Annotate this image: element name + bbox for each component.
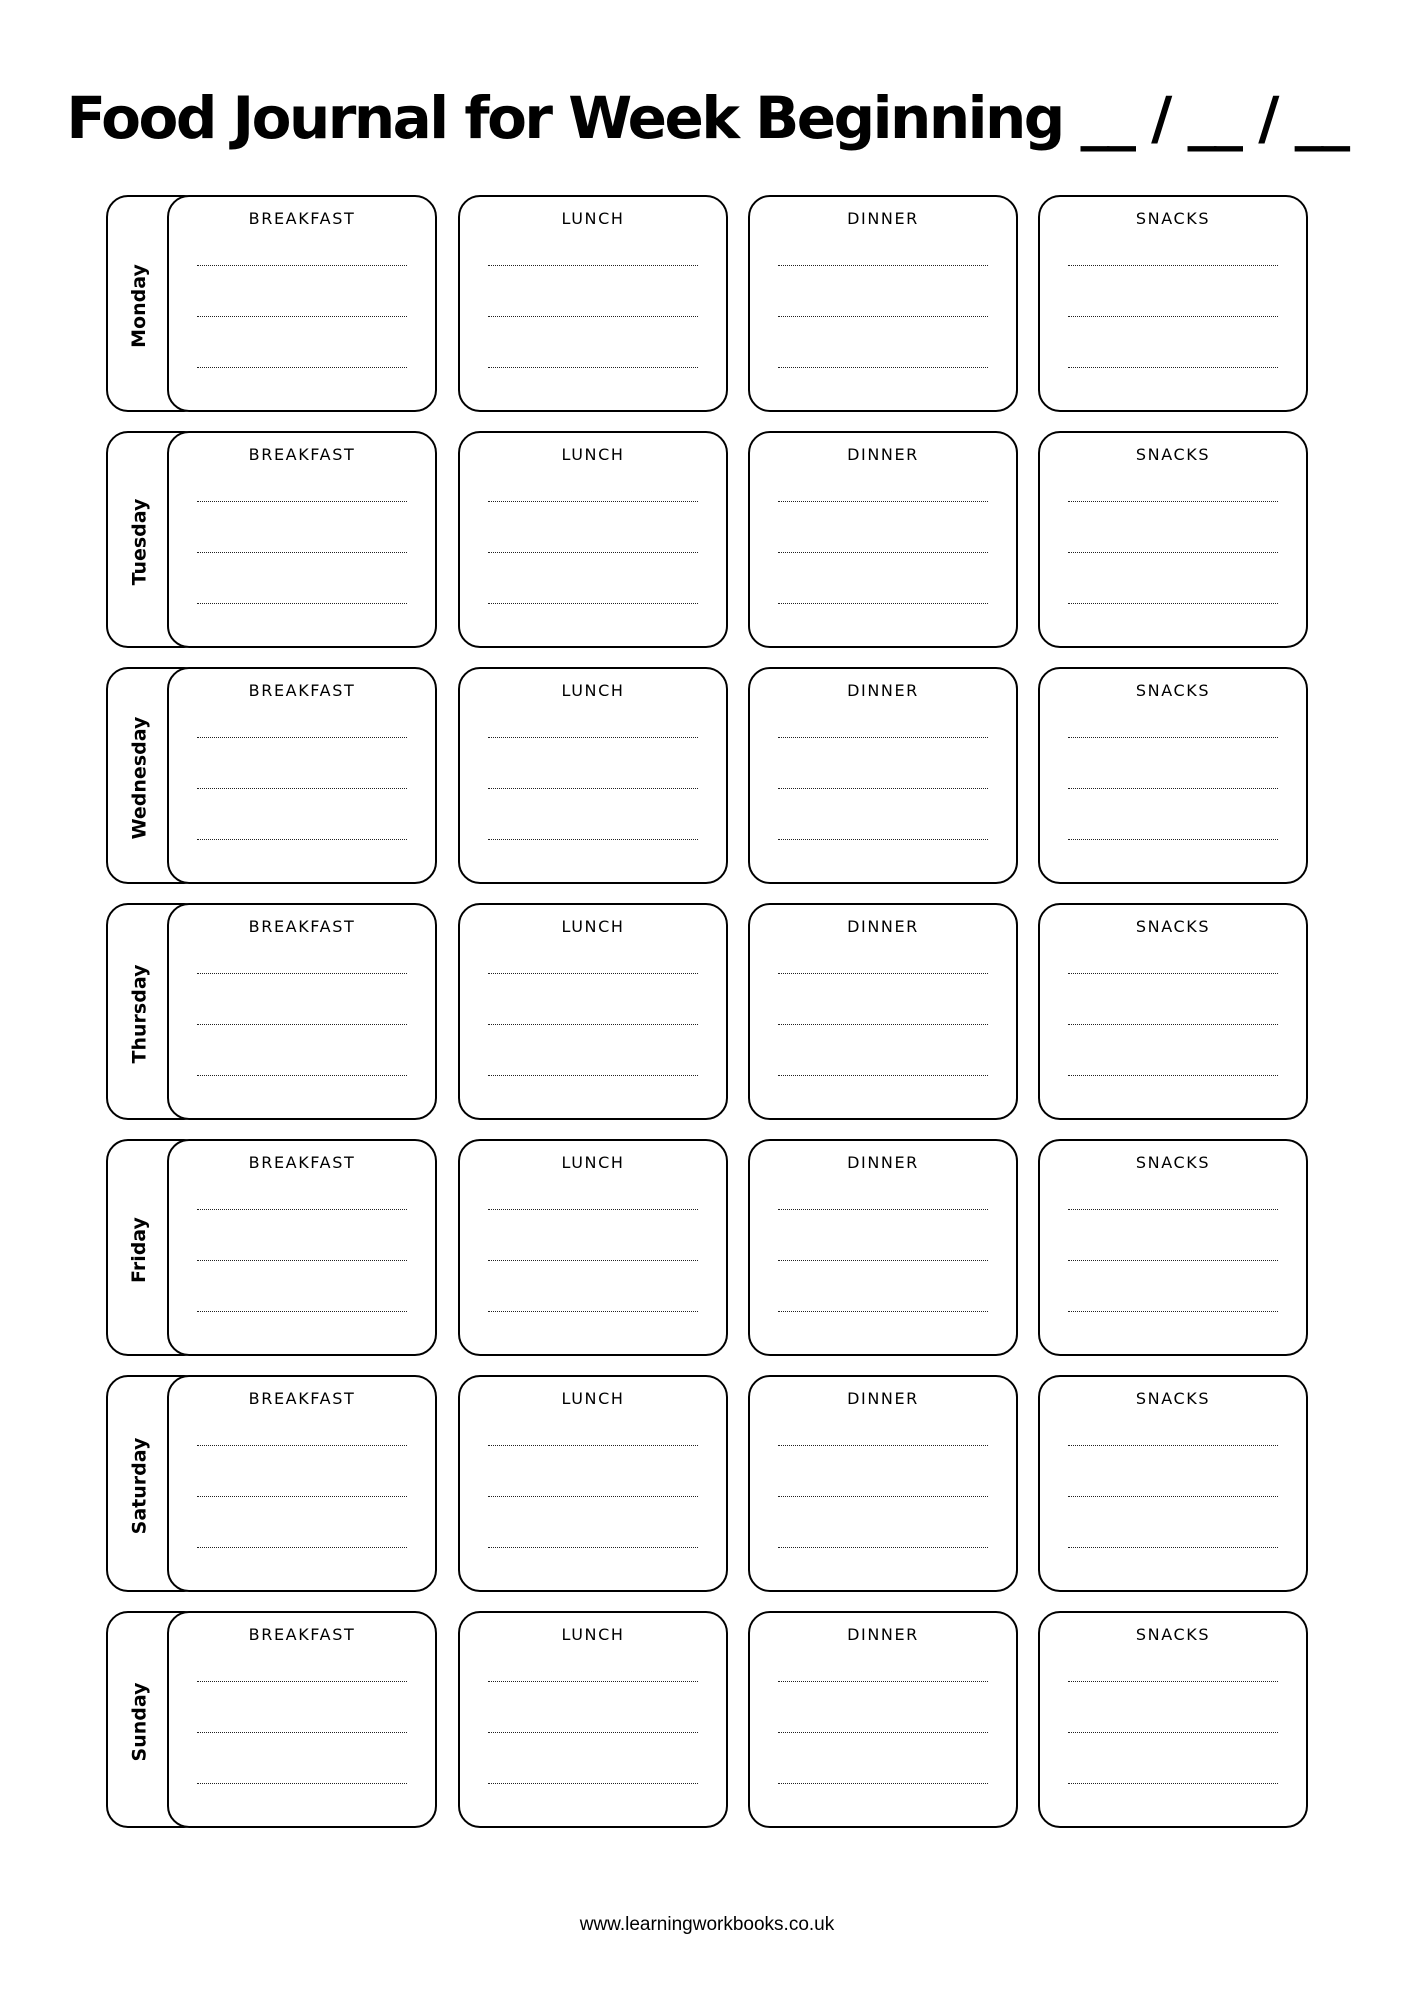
dotted-writing-line-3[interactable]	[197, 603, 407, 604]
meal-box-monday-lunch	[458, 195, 728, 412]
dotted-writing-line-1[interactable]	[197, 265, 407, 266]
dotted-writing-line-1[interactable]	[488, 1209, 698, 1210]
dotted-writing-line-3[interactable]	[197, 1547, 407, 1548]
dotted-writing-line-3[interactable]	[1068, 603, 1278, 604]
dotted-writing-line-2[interactable]	[1068, 316, 1278, 317]
dotted-writing-line-3[interactable]	[778, 1783, 988, 1784]
meal-label: LUNCH	[561, 209, 625, 228]
dotted-writing-line-3[interactable]	[1068, 1547, 1278, 1548]
dotted-writing-line-2[interactable]	[1068, 1260, 1278, 1261]
meal-label: DINNER	[847, 1153, 919, 1172]
dotted-writing-line-1[interactable]	[488, 737, 698, 738]
dotted-writing-line-1[interactable]	[197, 973, 407, 974]
dotted-writing-line-2[interactable]	[488, 1260, 698, 1261]
meal-box-thursday-breakfast	[167, 903, 437, 1120]
dotted-writing-line-3[interactable]	[778, 1075, 988, 1076]
dotted-writing-line-2[interactable]	[1068, 1496, 1278, 1497]
dotted-writing-line-1[interactable]	[778, 265, 988, 266]
day-label: Monday	[128, 263, 150, 348]
meal-box-sunday-breakfast	[167, 1611, 437, 1828]
dotted-writing-line-3[interactable]	[197, 839, 407, 840]
dotted-writing-line-2[interactable]	[197, 1024, 407, 1025]
meal-label: SNACKS	[1135, 1625, 1211, 1644]
dotted-writing-line-2[interactable]	[1068, 1024, 1278, 1025]
meal-label: SNACKS	[1135, 917, 1211, 936]
dotted-writing-line-1[interactable]	[488, 1445, 698, 1446]
meal-label: DINNER	[847, 445, 919, 464]
day-label-container	[108, 669, 170, 886]
meal-box-friday-breakfast	[167, 1139, 437, 1356]
dotted-writing-line-3[interactable]	[197, 1075, 407, 1076]
meal-label: BREAKFAST	[248, 209, 356, 228]
dotted-writing-line-3[interactable]	[1068, 1783, 1278, 1784]
meal-label: DINNER	[847, 681, 919, 700]
dotted-writing-line-3[interactable]	[1068, 1311, 1278, 1312]
dotted-writing-line-3[interactable]	[197, 1783, 407, 1784]
dotted-writing-line-3[interactable]	[488, 603, 698, 604]
meal-box-monday-dinner	[748, 195, 1018, 412]
dotted-writing-line-3[interactable]	[488, 367, 698, 368]
meal-label: LUNCH	[561, 917, 625, 936]
day-label-container	[108, 1141, 170, 1358]
dotted-writing-line-1[interactable]	[778, 737, 988, 738]
dotted-writing-line-3[interactable]	[197, 1311, 407, 1312]
dotted-writing-line-2[interactable]	[488, 552, 698, 553]
day-label-container	[108, 1377, 170, 1594]
dotted-writing-line-2[interactable]	[1068, 1732, 1278, 1733]
meal-box-tuesday-dinner	[748, 431, 1018, 648]
meal-label: DINNER	[847, 917, 919, 936]
dotted-writing-line-3[interactable]	[778, 839, 988, 840]
dotted-writing-line-1[interactable]	[778, 501, 988, 502]
meal-label: LUNCH	[561, 1389, 625, 1408]
meal-label: SNACKS	[1135, 681, 1211, 700]
dotted-writing-line-2[interactable]	[488, 1732, 698, 1733]
meal-box-friday-snacks	[1038, 1139, 1308, 1356]
dotted-writing-line-3[interactable]	[488, 1075, 698, 1076]
dotted-writing-line-2[interactable]	[197, 316, 407, 317]
dotted-writing-line-2[interactable]	[488, 1496, 698, 1497]
meal-label: LUNCH	[561, 1625, 625, 1644]
meal-label: DINNER	[847, 1389, 919, 1408]
meal-label: SNACKS	[1135, 445, 1211, 464]
dotted-writing-line-3[interactable]	[488, 1783, 698, 1784]
meal-label: BREAKFAST	[248, 681, 356, 700]
dotted-writing-line-2[interactable]	[778, 1496, 988, 1497]
dotted-writing-line-2[interactable]	[778, 552, 988, 553]
dotted-writing-line-3[interactable]	[1068, 367, 1278, 368]
meal-label: SNACKS	[1135, 1153, 1211, 1172]
meal-box-sunday-snacks	[1038, 1611, 1308, 1828]
dotted-writing-line-2[interactable]	[778, 1024, 988, 1025]
meal-label: LUNCH	[561, 1153, 625, 1172]
dotted-writing-line-2[interactable]	[488, 1024, 698, 1025]
dotted-writing-line-3[interactable]	[778, 367, 988, 368]
dotted-writing-line-1[interactable]	[1068, 973, 1278, 974]
meal-box-wednesday-lunch	[458, 667, 728, 884]
dotted-writing-line-1[interactable]	[197, 737, 407, 738]
dotted-writing-line-2[interactable]	[488, 316, 698, 317]
dotted-writing-line-1[interactable]	[197, 1445, 407, 1446]
dotted-writing-line-1[interactable]	[197, 1681, 407, 1682]
dotted-writing-line-1[interactable]	[488, 265, 698, 266]
dotted-writing-line-2[interactable]	[197, 788, 407, 789]
meal-box-tuesday-breakfast	[167, 431, 437, 648]
meal-box-saturday-lunch	[458, 1375, 728, 1592]
dotted-writing-line-2[interactable]	[197, 1260, 407, 1261]
meal-box-saturday-dinner	[748, 1375, 1018, 1592]
meal-label: BREAKFAST	[248, 917, 356, 936]
day-label: Thursday	[128, 964, 151, 1063]
dotted-writing-line-3[interactable]	[778, 1547, 988, 1548]
meal-box-sunday-dinner	[748, 1611, 1018, 1828]
meal-box-tuesday-lunch	[458, 431, 728, 648]
meal-box-thursday-dinner	[748, 903, 1018, 1120]
dotted-writing-line-1[interactable]	[197, 501, 407, 502]
dotted-writing-line-1[interactable]	[488, 1681, 698, 1682]
dotted-writing-line-2[interactable]	[778, 316, 988, 317]
meal-box-tuesday-snacks	[1038, 431, 1308, 648]
meal-label: DINNER	[847, 1625, 919, 1644]
meal-label: BREAKFAST	[248, 1625, 356, 1644]
dotted-writing-line-2[interactable]	[778, 1732, 988, 1733]
day-label-container	[108, 905, 170, 1122]
dotted-writing-line-2[interactable]	[1068, 788, 1278, 789]
dotted-writing-line-1[interactable]	[1068, 1445, 1278, 1446]
meal-label: SNACKS	[1135, 209, 1211, 228]
meal-box-friday-lunch	[458, 1139, 728, 1356]
dotted-writing-line-1[interactable]	[488, 973, 698, 974]
day-label-container	[108, 433, 170, 650]
meal-box-monday-snacks	[1038, 195, 1308, 412]
dotted-writing-line-3[interactable]	[197, 367, 407, 368]
dotted-writing-line-2[interactable]	[197, 1496, 407, 1497]
day-label: Sunday	[128, 1682, 150, 1761]
dotted-writing-line-3[interactable]	[488, 1547, 698, 1548]
day-label-container	[108, 197, 170, 414]
dotted-writing-line-3[interactable]	[778, 603, 988, 604]
dotted-writing-line-3[interactable]	[778, 1311, 988, 1312]
meal-box-wednesday-dinner	[748, 667, 1018, 884]
meal-label: BREAKFAST	[248, 445, 356, 464]
meal-label: LUNCH	[561, 445, 625, 464]
dotted-writing-line-2[interactable]	[1068, 552, 1278, 553]
meal-box-thursday-lunch	[458, 903, 728, 1120]
dotted-writing-line-1[interactable]	[778, 973, 988, 974]
meal-label: SNACKS	[1135, 1389, 1211, 1408]
meal-label: DINNER	[847, 209, 919, 228]
dotted-writing-line-1[interactable]	[1068, 1681, 1278, 1682]
meal-box-sunday-lunch	[458, 1611, 728, 1828]
dotted-writing-line-1[interactable]	[1068, 1209, 1278, 1210]
dotted-writing-line-2[interactable]	[197, 552, 407, 553]
day-label: Friday	[128, 1216, 150, 1283]
dotted-writing-line-2[interactable]	[778, 1260, 988, 1261]
dotted-writing-line-1[interactable]	[778, 1445, 988, 1446]
dotted-writing-line-2[interactable]	[197, 1732, 407, 1733]
dotted-writing-line-1[interactable]	[778, 1681, 988, 1682]
dotted-writing-line-3[interactable]	[1068, 839, 1278, 840]
dotted-writing-line-3[interactable]	[488, 839, 698, 840]
meal-box-saturday-snacks	[1038, 1375, 1308, 1592]
dotted-writing-line-1[interactable]	[488, 501, 698, 502]
meal-label: BREAKFAST	[248, 1389, 356, 1408]
meal-box-thursday-snacks	[1038, 903, 1308, 1120]
dotted-writing-line-1[interactable]	[1068, 265, 1278, 266]
meal-box-wednesday-breakfast	[167, 667, 437, 884]
meal-label: LUNCH	[561, 681, 625, 700]
day-label: Tuesday	[128, 498, 151, 585]
dotted-writing-line-1[interactable]	[778, 1209, 988, 1210]
meal-box-monday-breakfast	[167, 195, 437, 412]
meal-label: BREAKFAST	[248, 1153, 356, 1172]
meal-box-friday-dinner	[748, 1139, 1018, 1356]
dotted-writing-line-3[interactable]	[1068, 1075, 1278, 1076]
dotted-writing-line-1[interactable]	[1068, 501, 1278, 502]
meal-box-wednesday-snacks	[1038, 667, 1308, 884]
meal-box-saturday-breakfast	[167, 1375, 437, 1592]
day-label: Saturday	[128, 1437, 150, 1534]
dotted-writing-line-2[interactable]	[778, 788, 988, 789]
footer-url[interactable]: www.learningworkbooks.co.uk	[579, 1914, 835, 1935]
dotted-writing-line-1[interactable]	[197, 1209, 407, 1210]
dotted-writing-line-1[interactable]	[1068, 737, 1278, 738]
dotted-writing-line-2[interactable]	[488, 788, 698, 789]
day-label: Wednesday	[128, 716, 150, 839]
page-title: Food Journal for Week Beginning __ / __ / __	[66, 84, 1348, 152]
dotted-writing-line-3[interactable]	[488, 1311, 698, 1312]
day-label-container	[108, 1613, 170, 1830]
